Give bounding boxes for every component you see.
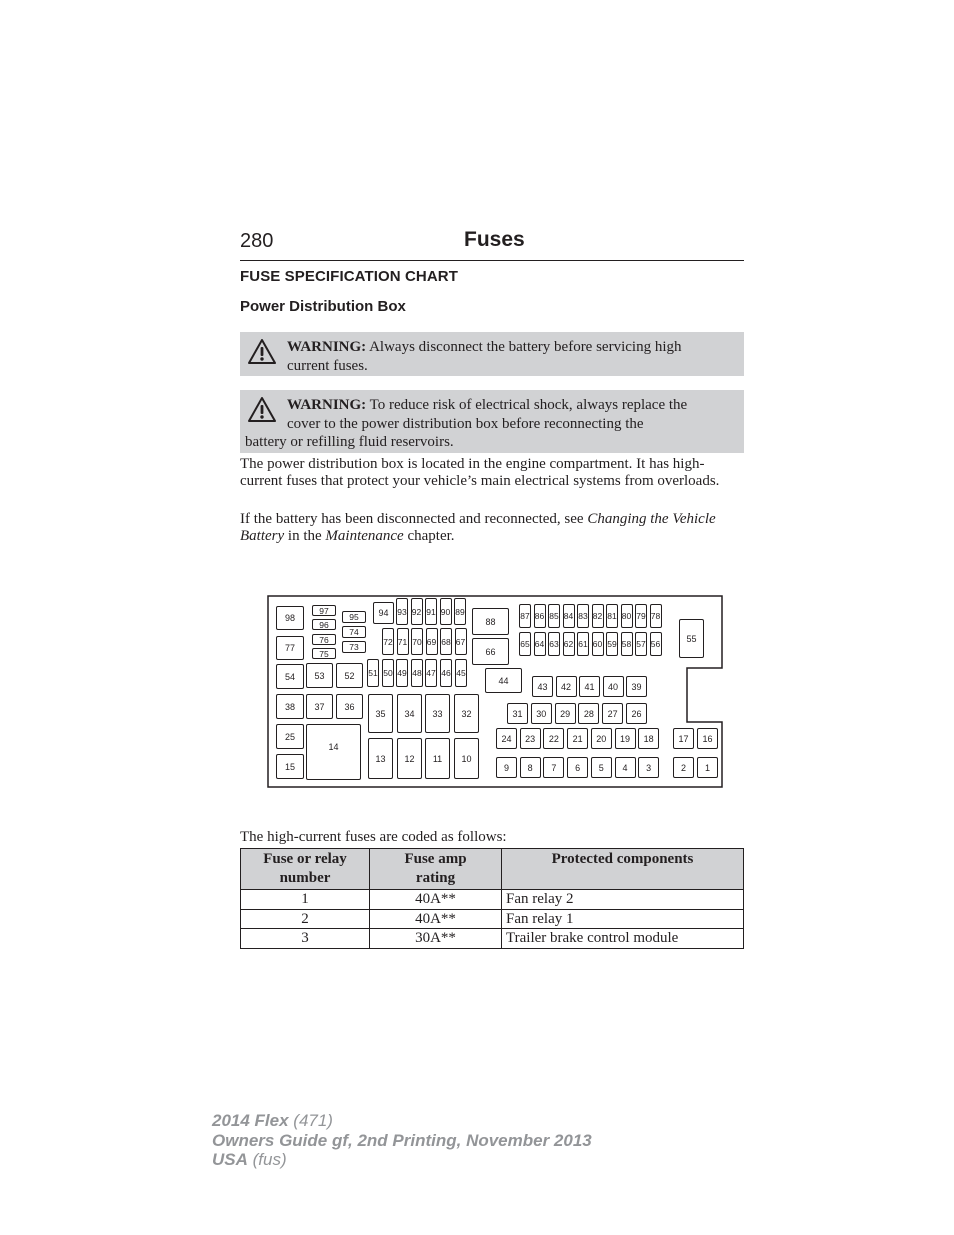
fuse-28: 28 [578,703,599,724]
footer-line-3 [212,1150,592,1170]
fuse-60: 60 [592,632,604,656]
fuse-44: 44 [485,668,522,693]
fuse-68: 68 [440,628,452,655]
fuse-95: 95 [342,611,366,623]
fuse-1: 1 [697,757,718,778]
warning-text-2 [245,396,739,415]
fuse-38: 38 [276,694,304,719]
fuse-21: 21 [567,728,588,749]
fuse-54: 54 [276,664,304,689]
fuse-55: 55 [679,619,704,658]
fuse-39: 39 [626,676,647,697]
paragraph-text: chapter. [403,528,455,544]
fuse-27: 27 [602,703,623,724]
fuse-87: 87 [519,604,531,628]
warning-box-2 [240,390,744,453]
page-number: 280 [240,230,274,252]
fuse-93: 93 [396,598,408,625]
footer-line-2 [212,1131,592,1151]
fuse-91: 91 [425,598,437,625]
fuse-59: 59 [606,632,618,656]
fuse-22: 22 [543,728,564,749]
fuse-16: 16 [697,728,718,749]
fuse-62: 62 [563,632,575,656]
fuse-19: 19 [615,728,636,749]
fuse-49: 49 [396,659,408,687]
fuse-33: 33 [425,694,450,733]
fuse-73: 73 [342,641,366,653]
fuse-45: 45 [455,659,467,687]
fuse-92: 92 [411,598,423,625]
footer-line-1 [212,1111,592,1131]
fuse-32: 32 [454,694,479,733]
cell-number: 2 [241,909,370,929]
warning-label: WARNING: [287,397,367,413]
fuse-box-diagram [267,595,723,788]
fuse-5: 5 [591,757,612,778]
warning-text: Always disconnect the battery before servicing high [366,339,682,355]
footer-model: 2014 Flex [212,1111,289,1130]
fuse-31: 31 [507,703,528,724]
cell-component: Fan relay 2 [502,890,744,910]
fuse-47: 47 [425,659,437,687]
fuse-58: 58 [621,632,633,656]
fuse-96: 96 [312,619,336,630]
warning-text-2b: cover to the power distribution box before reconnecting the [287,415,644,432]
link-maintenance: Maintenance [325,528,404,544]
fuse-69: 69 [426,628,438,655]
fuse-86: 86 [534,604,546,628]
cell-component: Fan relay 1 [502,909,744,929]
fuse-40: 40 [603,676,624,697]
fuse-26: 26 [626,703,647,724]
fuse-72: 72 [382,628,394,655]
warning-box-1 [240,332,744,376]
fuse-83: 83 [577,604,589,628]
fuse-36: 36 [336,694,363,719]
footer-edition: Owners Guide gf, 2nd Printing, November 2013 [212,1130,592,1150]
fuse-30: 30 [531,703,552,724]
column-header-components: Protected components [502,849,744,890]
fuse-67: 67 [455,628,467,655]
fuse-81: 81 [606,604,618,628]
warning-text-1b: current fuses. [287,357,368,374]
cell-component: Trailer brake control module [502,929,744,949]
fuse-15: 15 [276,754,304,779]
table-row [241,909,744,929]
warning-text: To reduce risk of electrical shock, always replace the [366,397,688,413]
page-footer [212,1111,592,1170]
fuse-88: 88 [472,608,509,635]
fuse-8: 8 [520,757,541,778]
fuse-82: 82 [592,604,604,628]
warning-text-2c: battery or refilling fluid reservoirs. [245,434,454,450]
header-line: number [279,870,331,886]
fuse-7: 7 [543,757,564,778]
fuse-94: 94 [373,602,394,624]
fuse-52: 52 [336,663,363,688]
fuse-65: 65 [519,632,531,656]
fuse-56: 56 [650,632,662,656]
fuse-29: 29 [555,703,576,724]
fuse-46: 46 [440,659,452,687]
fuse-79: 79 [635,604,647,628]
table-row [241,929,744,949]
footer-code: (fus) [247,1150,287,1169]
fuse-17: 17 [673,728,694,749]
cell-rating: 30A** [370,929,502,949]
fuse-80: 80 [621,604,633,628]
fuse-75: 75 [312,648,336,659]
fuse-18: 18 [638,728,659,749]
fuse-10: 10 [454,738,479,779]
fuse-78: 78 [650,604,662,628]
warning-label: WARNING: [287,339,367,355]
paragraph-text: If the battery has been disconnected and reconnected, see [240,511,588,527]
paragraph-location: The power distribution box is located in the engine compartment. It has high-current fuses that protect your vehicle’s main electrical systems from overloads. [240,456,720,489]
footer-market: USA [212,1150,248,1169]
fuse-41: 41 [579,676,600,697]
fuse-48: 48 [411,659,423,687]
warning-text-1 [245,338,739,357]
fuse-14: 14 [306,724,361,780]
fuse-50: 50 [382,659,394,687]
fuse-6: 6 [567,757,588,778]
fuse-74: 74 [342,626,366,638]
cell-rating: 40A** [370,890,502,910]
section-heading: FUSE SPECIFICATION CHART [240,268,458,285]
fuse-89: 89 [454,598,466,625]
fuse-43: 43 [532,676,553,697]
fuse-35: 35 [368,694,393,733]
fuse-9: 9 [496,757,517,778]
fuse-34: 34 [397,694,422,733]
fuse-77: 77 [276,636,304,660]
fuse-13: 13 [368,738,393,779]
header-line: Fuse or relay [263,851,347,867]
link-changing-battery: Changing the Vehicle Battery [240,511,716,544]
fuse-63: 63 [548,632,560,656]
fuse-71: 71 [397,628,409,655]
fuse-66: 66 [472,638,509,665]
paragraph-battery [240,511,746,545]
fuse-3: 3 [638,757,659,778]
fuse-42: 42 [556,676,577,697]
fuse-2: 2 [673,757,694,778]
fuse-4: 4 [615,757,636,778]
header-line: Fuse amp [404,851,467,867]
cell-rating: 40A** [370,909,502,929]
fuse-85: 85 [548,604,560,628]
sub-heading: Power Distribution Box [240,298,406,315]
fuse-51: 51 [367,659,379,687]
page-title: Fuses [464,228,525,251]
fuse-97: 97 [312,605,336,616]
fuse-76: 76 [312,634,336,645]
fuse-11: 11 [425,738,450,779]
table-row [241,890,744,910]
fuse-37: 37 [306,694,333,719]
cell-number: 1 [241,890,370,910]
fuse-61: 61 [577,632,589,656]
header-line: rating [415,870,456,886]
fuse-90: 90 [440,598,452,625]
page-header [240,228,744,261]
column-header-rating [370,849,502,890]
fuse-23: 23 [520,728,541,749]
fuse-53: 53 [306,663,333,688]
table-header-row [241,849,744,890]
fuse-20: 20 [591,728,612,749]
fuse-64: 64 [534,632,546,656]
footer-code: (471) [288,1111,333,1130]
fuse-25: 25 [276,724,304,749]
paragraph-text: in the [284,528,326,544]
warning-triangle-icon [247,396,277,423]
cell-number: 3 [241,929,370,949]
fuse-12: 12 [397,738,422,779]
fuse-24: 24 [496,728,517,749]
column-header-number [241,849,370,890]
warning-triangle-icon [247,338,277,365]
fuse-84: 84 [563,604,575,628]
fuse-70: 70 [411,628,423,655]
table-caption: The high-current fuses are coded as follows: [240,829,507,845]
fuse-57: 57 [635,632,647,656]
fuse-spec-table [240,848,744,949]
fuse-98: 98 [276,606,304,630]
